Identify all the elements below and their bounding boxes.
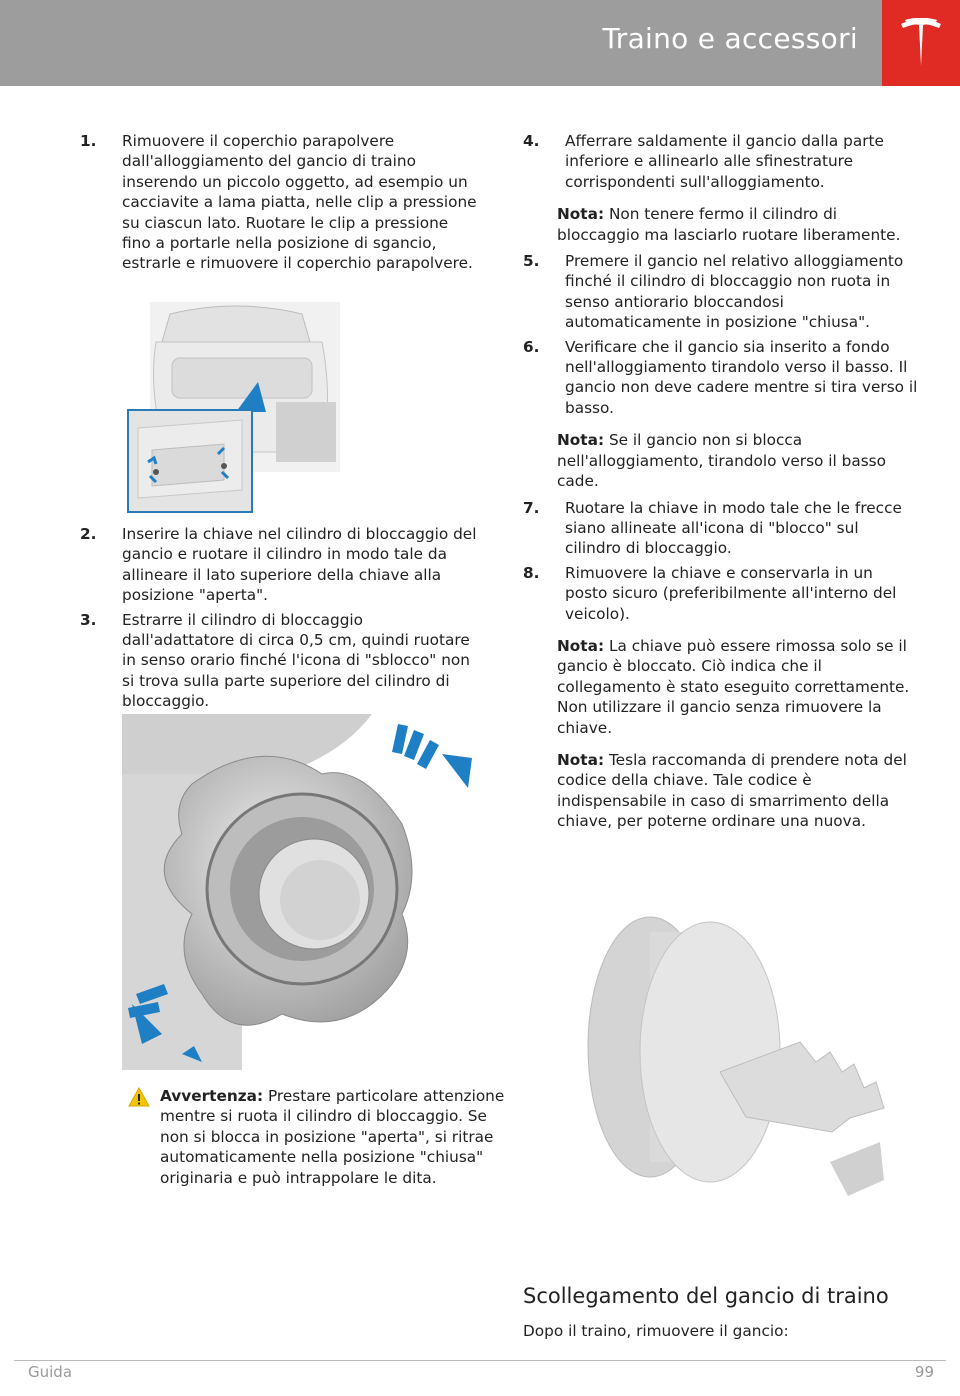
step-number: 7. (523, 498, 540, 517)
step-text: Rimuovere la chiave e conservarla in un posto sicuro (preferibilmente all'interno del veicolo). (565, 563, 897, 623)
page-title: Traino e accessori (602, 22, 858, 55)
note-label: Nota: (557, 636, 605, 655)
note-label: Nota: (557, 750, 605, 769)
step-number: 6. (523, 337, 540, 356)
note-text: La chiave può essere rimossa solo se il gancio è bloccato. Ciò indica che il collegamento è stato eseguito correttamente. Non utilizzare il gancio senza rimuovere la chiave. (557, 636, 910, 737)
footer-divider (14, 1360, 946, 1361)
step-text: Afferrare saldamente il gancio dalla parte inferiore e allinearlo alle sfinestrature corrispondenti sull'alloggiamento. (565, 132, 884, 191)
step-item (80, 524, 480, 606)
step-text: Rimuovere il coperchio parapolvere dall'alloggiamento del gancio di traino inserendo un piccolo oggetto, ad esempio un cacciavite a lama piatta, nelle clip a pressione su ciascun lato. Ruotare le clip a pressione fino a portarle nella posizione di sgancio, estrarle e rimuovere il coperchio parapolvere. (122, 132, 477, 273)
step-item (523, 251, 919, 333)
left-step-1-block (80, 131, 480, 278)
step-number: 2. (80, 525, 97, 543)
left-steps-2-3-block (80, 524, 480, 716)
note-label: Nota: (557, 431, 605, 450)
step-number: 1. (80, 132, 97, 150)
warning-callout (128, 1086, 512, 1188)
note (523, 430, 919, 491)
key-cylinder-figure (580, 912, 886, 1202)
page-header (0, 0, 960, 86)
tesla-logo-icon (899, 18, 943, 68)
note-label: Nota: (557, 205, 605, 224)
step-text: Estrarre il cilindro di bloccaggio dall'adattatore di circa 0,5 cm, quindi ruotare in senso orario finché l'icona di "sblocco" non si trova sulla parte superiore del cilindro di bloccaggio. (122, 610, 470, 711)
lock-cylinder-figure (122, 714, 480, 1070)
warning-text: Prestare particolare attenzione mentre si ruota il cilindro di bloccaggio. Se non si blocca in posizione "aperta", si ritrae automaticamente nella posizione "chiusa" originaria e può intrappolare le dita. (160, 1087, 505, 1187)
note-text: Tesla raccomanda di prendere nota del codice della chiave. Tale codice è indispensabile in caso di smarrimento della chiave, per poterne ordinare una nuova. (557, 750, 907, 831)
section-intro: Dopo il traino, rimuovere il gancio: (523, 1322, 789, 1340)
note (523, 750, 919, 832)
step-number: 4. (523, 132, 540, 150)
step-number: 3. (80, 610, 97, 629)
step-item (523, 498, 919, 559)
note-text: Se il gancio non si blocca nell'alloggiamento, tirandolo verso il basso cade. (557, 431, 887, 491)
step-item (523, 337, 919, 419)
brand-badge (882, 0, 960, 86)
note (523, 204, 919, 245)
step-number: 5. (523, 252, 540, 271)
warning-label: Avvertenza: (160, 1087, 264, 1105)
step-item (523, 563, 919, 624)
step-item (80, 610, 480, 712)
right-steps-block (523, 131, 919, 838)
page-number: 99 (914, 1363, 934, 1381)
note-text: Non tenere fermo il cilindro di bloccaggio ma lasciarlo ruotare liberamente. (557, 205, 901, 244)
step-number: 8. (523, 563, 540, 582)
step-text: Premere il gancio nel relativo alloggiamento finché il cilindro di bloccaggio non ruota in senso antiorario bloccandosi automaticamente in posizione "chiusa". (565, 252, 904, 332)
step-item (80, 131, 480, 274)
hitch-housing-figure (126, 302, 352, 514)
step-text: Ruotare la chiave in modo tale che le frecce siano allineate all'icona di "blocco" sul cilindro di bloccaggio. (565, 498, 902, 558)
step-item (523, 131, 919, 192)
footer-label: Guida (28, 1363, 73, 1381)
note (523, 636, 919, 738)
step-text: Inserire la chiave nel cilindro di bloccaggio del gancio e ruotare il cilindro in modo tale da allineare il lato superiore della chiave alla posizione "aperta". (122, 525, 477, 605)
section-title: Scollegamento del gancio di traino (523, 1284, 889, 1308)
warning-icon (128, 1087, 150, 1107)
step-text: Verificare che il gancio sia inserito a fondo nell'alloggiamento tirandolo verso il basso. Il gancio non deve cadere mentre si tira verso il basso. (565, 337, 918, 417)
